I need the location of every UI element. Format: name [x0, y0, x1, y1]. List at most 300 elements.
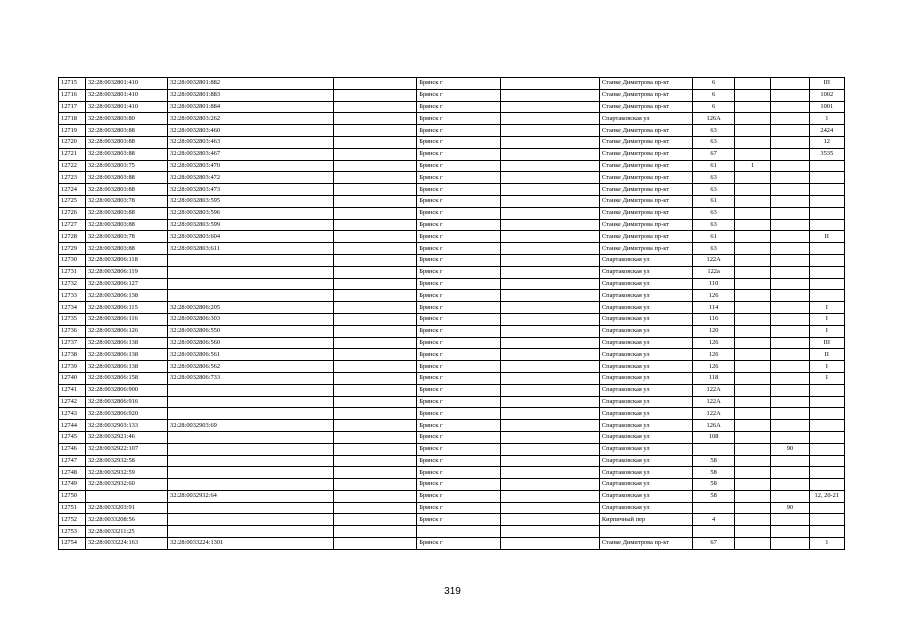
cell-city: Брянск г: [417, 243, 501, 255]
cell-street: Станке Димитрова пр-кт: [599, 184, 692, 196]
cell-object-number: 32:28:0032806:560: [168, 337, 334, 349]
cell-street: Спартаковская ул: [599, 266, 692, 278]
cell-object-number: [168, 467, 334, 479]
cell-parcel-number: 32:28:0032806:119: [85, 266, 167, 278]
cell-building-number: [734, 372, 770, 384]
table-row: [59, 207, 845, 219]
cell-premises-number: [809, 243, 844, 255]
cell-empty-col-a: [334, 526, 417, 538]
cell-extra-number: [771, 78, 809, 90]
cell-premises-number: [809, 514, 844, 526]
cell-row-number: 12736: [59, 325, 86, 337]
cell-house-number: 126: [693, 337, 735, 349]
cell-city: Брянск г: [417, 184, 501, 196]
cell-building-number: [734, 219, 770, 231]
cell-house-number: 6: [693, 89, 735, 101]
cell-city: Брянск г: [417, 78, 501, 90]
cell-object-number: 32:28:0032803:262: [168, 113, 334, 125]
cell-street: Спартаковская ул: [599, 408, 692, 420]
cell-row-number: 12724: [59, 184, 86, 196]
cell-premises-number: III: [809, 78, 844, 90]
cell-empty-col-a: [334, 431, 417, 443]
cell-street: Спартаковская ул: [599, 349, 692, 361]
cell-extra-number: [771, 490, 809, 502]
cell-row-number: 12742: [59, 396, 86, 408]
cell-empty-col-b: [501, 290, 600, 302]
cell-city: Брянск г: [417, 396, 501, 408]
cell-parcel-number: 32:28:0032806:127: [85, 278, 167, 290]
cell-extra-number: [771, 254, 809, 266]
cell-extra-number: [771, 290, 809, 302]
cell-empty-col-b: [501, 101, 600, 113]
cell-premises-number: [809, 184, 844, 196]
cell-building-number: [734, 78, 770, 90]
cell-street: Станке Димитрова пр-кт: [599, 136, 692, 148]
cell-row-number: 12745: [59, 431, 86, 443]
cell-parcel-number: 32:28:0032803:88: [85, 219, 167, 231]
cell-empty-col-b: [501, 384, 600, 396]
cell-empty-col-b: [501, 219, 600, 231]
cell-row-number: 12729: [59, 243, 86, 255]
cell-house-number: 63: [693, 136, 735, 148]
cell-premises-number: [809, 384, 844, 396]
cell-empty-col-b: [501, 113, 600, 125]
cell-building-number: [734, 207, 770, 219]
cell-premises-number: 1001: [809, 101, 844, 113]
cell-parcel-number: 32:28:0032803:88: [85, 136, 167, 148]
table-row: [59, 254, 845, 266]
cell-extra-number: [771, 195, 809, 207]
cell-row-number: 12725: [59, 195, 86, 207]
cell-row-number: 12722: [59, 160, 86, 172]
cell-premises-number: III: [809, 337, 844, 349]
cell-object-number: 32:28:0032806:562: [168, 361, 334, 373]
cell-extra-number: [771, 113, 809, 125]
table-row: [59, 172, 845, 184]
cell-parcel-number: 32:28:0032803:88: [85, 172, 167, 184]
table-row: [59, 219, 845, 231]
cell-object-number: 32:28:0032932:64: [168, 490, 334, 502]
table-row: [59, 408, 845, 420]
cell-empty-col-a: [334, 136, 417, 148]
cell-parcel-number: 32:28:0032932:58: [85, 455, 167, 467]
cell-house-number: 58: [693, 490, 735, 502]
cell-row-number: 12723: [59, 172, 86, 184]
cell-building-number: [734, 443, 770, 455]
cell-city: [417, 526, 501, 538]
cell-city: Брянск г: [417, 455, 501, 467]
cell-building-number: [734, 502, 770, 514]
cell-object-number: [168, 479, 334, 491]
cell-city: Брянск г: [417, 254, 501, 266]
cell-street: Станке Димитрова пр-кт: [599, 172, 692, 184]
cell-empty-col-a: [334, 243, 417, 255]
cell-city: Брянск г: [417, 290, 501, 302]
table-row: [59, 538, 845, 550]
cell-row-number: 12731: [59, 266, 86, 278]
cell-premises-number: [809, 172, 844, 184]
cell-empty-col-a: [334, 184, 417, 196]
cell-building-number: [734, 455, 770, 467]
cell-object-number: 32:28:0033224:1301: [168, 538, 334, 550]
cell-street: Спартаковская ул: [599, 431, 692, 443]
cell-empty-col-b: [501, 302, 600, 314]
cell-extra-number: [771, 243, 809, 255]
cell-extra-number: [771, 325, 809, 337]
cell-object-number: [168, 290, 334, 302]
table-row: [59, 514, 845, 526]
cell-street: Станке Димитрова пр-кт: [599, 219, 692, 231]
cell-empty-col-b: [501, 467, 600, 479]
cell-building-number: [734, 408, 770, 420]
cell-empty-col-a: [334, 490, 417, 502]
cell-house-number: 120: [693, 325, 735, 337]
cell-building-number: [734, 101, 770, 113]
cell-row-number: 12727: [59, 219, 86, 231]
table-row: [59, 420, 845, 432]
cell-empty-col-a: [334, 337, 417, 349]
cell-building-number: [734, 420, 770, 432]
cell-premises-number: 12, 20-21: [809, 490, 844, 502]
cell-parcel-number: 32:28:0032922:107: [85, 443, 167, 455]
registry-table-body: [59, 78, 845, 550]
cell-empty-col-b: [501, 526, 600, 538]
cell-parcel-number: 32:28:0032803:88: [85, 243, 167, 255]
cell-building-number: [734, 125, 770, 137]
table-row: [59, 502, 845, 514]
cell-street: Спартаковская ул: [599, 467, 692, 479]
cell-row-number: 12740: [59, 372, 86, 384]
cell-house-number: 58: [693, 479, 735, 491]
cell-extra-number: 90: [771, 443, 809, 455]
cell-empty-col-a: [334, 125, 417, 137]
cell-row-number: 12720: [59, 136, 86, 148]
cell-empty-col-b: [501, 184, 600, 196]
cell-house-number: 126А: [693, 420, 735, 432]
cell-city: Брянск г: [417, 302, 501, 314]
cell-house-number: 114: [693, 302, 735, 314]
cell-building-number: [734, 514, 770, 526]
cell-empty-col-b: [501, 78, 600, 90]
cell-street: Спартаковская ул: [599, 325, 692, 337]
cell-premises-number: [809, 195, 844, 207]
cell-house-number: 122А: [693, 396, 735, 408]
cell-premises-number: 1002: [809, 89, 844, 101]
cell-city: Брянск г: [417, 101, 501, 113]
cell-object-number: [168, 526, 334, 538]
cell-empty-col-a: [334, 455, 417, 467]
cell-parcel-number: 32:28:0032801:410: [85, 89, 167, 101]
cell-city: Брянск г: [417, 514, 501, 526]
table-row: [59, 443, 845, 455]
cell-empty-col-b: [501, 372, 600, 384]
cell-extra-number: [771, 349, 809, 361]
cell-building-number: [734, 290, 770, 302]
cell-house-number: 67: [693, 148, 735, 160]
cell-building-number: [734, 384, 770, 396]
cell-extra-number: [771, 396, 809, 408]
cell-street: Спартаковская ул: [599, 302, 692, 314]
cell-building-number: [734, 361, 770, 373]
cell-house-number: 61: [693, 231, 735, 243]
cell-row-number: 12733: [59, 290, 86, 302]
cell-city: Брянск г: [417, 420, 501, 432]
cell-house-number: 63: [693, 125, 735, 137]
cell-house-number: 63: [693, 207, 735, 219]
cell-row-number: 12747: [59, 455, 86, 467]
cell-empty-col-a: [334, 384, 417, 396]
cell-parcel-number: 32:28:0032803:75: [85, 160, 167, 172]
cell-premises-number: I: [809, 302, 844, 314]
cell-row-number: 12741: [59, 384, 86, 396]
cell-house-number: [693, 526, 735, 538]
cell-building-number: [734, 172, 770, 184]
cell-empty-col-a: [334, 160, 417, 172]
cell-parcel-number: 32:28:0032803:78: [85, 195, 167, 207]
cell-city: Брянск г: [417, 172, 501, 184]
cell-premises-number: I: [809, 361, 844, 373]
cell-empty-col-a: [334, 148, 417, 160]
cell-premises-number: [809, 408, 844, 420]
table-row: [59, 337, 845, 349]
cell-empty-col-a: [334, 113, 417, 125]
cell-building-number: [734, 325, 770, 337]
cell-parcel-number: 32:28:0032806:115: [85, 302, 167, 314]
cell-house-number: 61: [693, 160, 735, 172]
cell-row-number: 12715: [59, 78, 86, 90]
cell-premises-number: [809, 443, 844, 455]
cell-object-number: 32:28:0032801:883: [168, 89, 334, 101]
cell-row-number: 12752: [59, 514, 86, 526]
cell-row-number: 12737: [59, 337, 86, 349]
cell-object-number: 32:28:0032803:460: [168, 125, 334, 137]
cell-city: Брянск г: [417, 266, 501, 278]
cell-premises-number: [809, 526, 844, 538]
cell-empty-col-a: [334, 89, 417, 101]
table-row: [59, 490, 845, 502]
cell-parcel-number: [85, 490, 167, 502]
cell-object-number: [168, 266, 334, 278]
cell-street: Спартаковская ул: [599, 479, 692, 491]
cell-empty-col-a: [334, 325, 417, 337]
cell-street: Спартаковская ул: [599, 420, 692, 432]
cell-building-number: [734, 349, 770, 361]
cell-premises-number: [809, 219, 844, 231]
cell-street: [599, 526, 692, 538]
cell-premises-number: II: [809, 349, 844, 361]
table-row: [59, 526, 845, 538]
cell-premises-number: [809, 420, 844, 432]
cell-parcel-number: 32:28:0032806:138: [85, 290, 167, 302]
cell-empty-col-b: [501, 349, 600, 361]
cell-object-number: 32:28:0032803:470: [168, 160, 334, 172]
cell-empty-col-a: [334, 313, 417, 325]
cell-object-number: 32:28:0032806:550: [168, 325, 334, 337]
cell-empty-col-a: [334, 231, 417, 243]
cell-house-number: 63: [693, 219, 735, 231]
cell-parcel-number: 32:28:0032932:59: [85, 467, 167, 479]
cell-extra-number: [771, 160, 809, 172]
cell-building-number: [734, 526, 770, 538]
table-row: [59, 243, 845, 255]
table-row: [59, 148, 845, 160]
table-row: [59, 231, 845, 243]
cell-street: Спартаковская ул: [599, 337, 692, 349]
cell-object-number: 32:28:0032803:604: [168, 231, 334, 243]
cell-empty-col-b: [501, 254, 600, 266]
cell-street: Спартаковская ул: [599, 278, 692, 290]
cell-extra-number: [771, 431, 809, 443]
cell-premises-number: I: [809, 313, 844, 325]
cell-object-number: 32:28:0032806:303: [168, 313, 334, 325]
cell-parcel-number: 32:28:0032806:138: [85, 337, 167, 349]
cell-empty-col-a: [334, 361, 417, 373]
cell-house-number: 118: [693, 372, 735, 384]
cell-empty-col-a: [334, 78, 417, 90]
cell-parcel-number: 32:28:0032806:920: [85, 408, 167, 420]
cell-object-number: 32:28:0032806:205: [168, 302, 334, 314]
cell-city: Брянск г: [417, 479, 501, 491]
cell-building-number: [734, 113, 770, 125]
cell-object-number: 32:28:0032803:473: [168, 184, 334, 196]
cell-empty-col-b: [501, 325, 600, 337]
cell-extra-number: [771, 538, 809, 550]
cell-empty-col-a: [334, 278, 417, 290]
cell-house-number: 108: [693, 431, 735, 443]
cell-street: Спартаковская ул: [599, 361, 692, 373]
cell-object-number: 32:28:0032903:69: [168, 420, 334, 432]
cell-house-number: 126: [693, 349, 735, 361]
cell-building-number: [734, 278, 770, 290]
cell-street: Станке Димитрова пр-кт: [599, 231, 692, 243]
cell-empty-col-b: [501, 207, 600, 219]
cell-empty-col-b: [501, 490, 600, 502]
cell-extra-number: [771, 184, 809, 196]
table-row: [59, 160, 845, 172]
cell-building-number: [734, 89, 770, 101]
cell-premises-number: [809, 455, 844, 467]
table-row: [59, 101, 845, 113]
cell-city: Брянск г: [417, 467, 501, 479]
cell-city: Брянск г: [417, 502, 501, 514]
cell-row-number: 12718: [59, 113, 86, 125]
cell-city: Брянск г: [417, 219, 501, 231]
cell-row-number: 12730: [59, 254, 86, 266]
cell-empty-col-a: [334, 514, 417, 526]
cell-object-number: [168, 278, 334, 290]
cell-street: Спартаковская ул: [599, 443, 692, 455]
cell-city: Брянск г: [417, 278, 501, 290]
cell-extra-number: [771, 266, 809, 278]
cell-empty-col-b: [501, 243, 600, 255]
cell-city: Брянск г: [417, 361, 501, 373]
cell-city: Брянск г: [417, 325, 501, 337]
cell-building-number: [734, 195, 770, 207]
cell-empty-col-b: [501, 278, 600, 290]
cell-parcel-number: 32:28:0032806:158: [85, 372, 167, 384]
cell-empty-col-b: [501, 538, 600, 550]
cell-house-number: 67: [693, 538, 735, 550]
cell-building-number: [734, 479, 770, 491]
cell-empty-col-b: [501, 266, 600, 278]
cell-parcel-number: 32:28:0032801:410: [85, 78, 167, 90]
cell-city: Брянск г: [417, 313, 501, 325]
cell-street: Спартаковская ул: [599, 113, 692, 125]
cell-house-number: 58: [693, 467, 735, 479]
cell-empty-col-b: [501, 408, 600, 420]
cell-premises-number: [809, 502, 844, 514]
cell-premises-number: I: [809, 325, 844, 337]
cell-row-number: 12721: [59, 148, 86, 160]
cell-street: Спартаковская ул: [599, 384, 692, 396]
cell-parcel-number: 32:28:0032803:80: [85, 113, 167, 125]
cell-extra-number: [771, 231, 809, 243]
cell-empty-col-b: [501, 160, 600, 172]
cell-extra-number: [771, 372, 809, 384]
page-number: 319: [444, 586, 461, 597]
cell-row-number: 12716: [59, 89, 86, 101]
cell-object-number: 32:28:0032801:882: [168, 78, 334, 90]
cell-premises-number: [809, 266, 844, 278]
cell-extra-number: [771, 148, 809, 160]
cell-premises-number: [809, 396, 844, 408]
cell-street: Станке Димитрова пр-кт: [599, 243, 692, 255]
cell-object-number: [168, 502, 334, 514]
cell-object-number: [168, 254, 334, 266]
cell-row-number: 12719: [59, 125, 86, 137]
cell-street: Станке Димитрова пр-кт: [599, 207, 692, 219]
cell-street: Станке Димитрова пр-кт: [599, 148, 692, 160]
cell-empty-col-b: [501, 125, 600, 137]
cell-city: Брянск г: [417, 431, 501, 443]
cell-city: Брянск г: [417, 148, 501, 160]
cell-building-number: [734, 243, 770, 255]
cell-street: Кирпичный пер: [599, 514, 692, 526]
cell-city: Брянск г: [417, 490, 501, 502]
cell-building-number: [734, 337, 770, 349]
cell-row-number: 12728: [59, 231, 86, 243]
cell-row-number: 12743: [59, 408, 86, 420]
table-row: [59, 431, 845, 443]
cell-city: Брянск г: [417, 349, 501, 361]
cell-house-number: 61: [693, 195, 735, 207]
cell-city: Брянск г: [417, 408, 501, 420]
cell-house-number: 63: [693, 184, 735, 196]
cell-house-number: 122А: [693, 254, 735, 266]
cell-premises-number: [809, 207, 844, 219]
cell-parcel-number: 32:28:0033208:56: [85, 514, 167, 526]
cell-street: Станке Димитрова пр-кт: [599, 160, 692, 172]
cell-empty-col-a: [334, 101, 417, 113]
cell-building-number: [734, 184, 770, 196]
table-row: [59, 396, 845, 408]
cell-street: Станке Димитрова пр-кт: [599, 78, 692, 90]
cell-street: Спартаковская ул: [599, 502, 692, 514]
cell-city: Брянск г: [417, 125, 501, 137]
cell-empty-col-a: [334, 302, 417, 314]
table-row: [59, 372, 845, 384]
cell-object-number: 32:28:0032801:884: [168, 101, 334, 113]
cell-object-number: 32:28:0032803:596: [168, 207, 334, 219]
cell-parcel-number: 32:28:0032806:138: [85, 361, 167, 373]
cell-row-number: 12738: [59, 349, 86, 361]
cell-object-number: 32:28:0032803:463: [168, 136, 334, 148]
cell-parcel-number: 32:28:0032806:116: [85, 313, 167, 325]
cell-parcel-number: 32:28:0032803:78: [85, 231, 167, 243]
cell-object-number: 32:28:0032806:561: [168, 349, 334, 361]
cell-premises-number: 1: [809, 113, 844, 125]
cell-premises-number: 3535: [809, 148, 844, 160]
